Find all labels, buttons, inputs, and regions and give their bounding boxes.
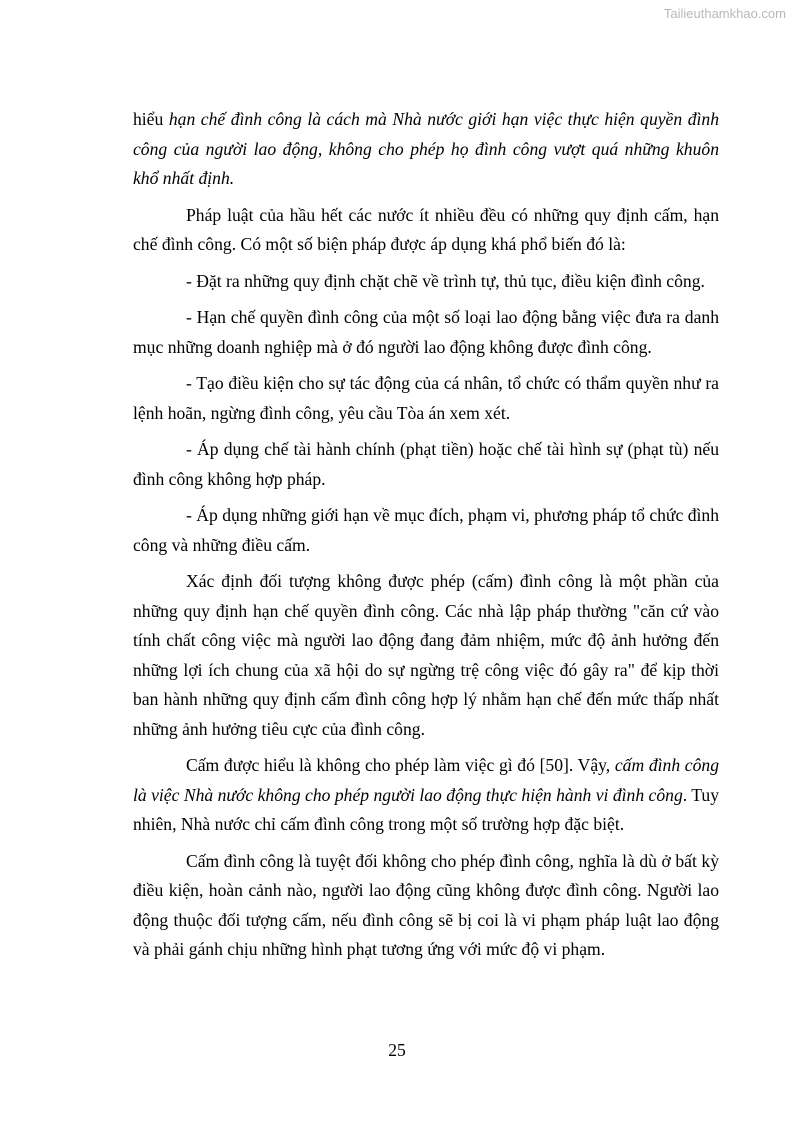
paragraph-prohibited-subjects: Xác định đối tượng không được phép (cấm) đình công là một phần của những quy định hạn chế quyền đình công. Các nhà lập pháp thường "căn cứ vào tính chất công việc mà người lao động đang đảm nhiệm, mức độ ảnh hưởng đến những lợi ích chung của xã hội do sự ngừng trệ công việc đó gây ra" để kịp thời ban hành những quy định cấm đình công hợp lý nhằm hạn chế đến mức thấp nhất những ảnh hưởng tiêu cực của đình công. bbox=[133, 571, 719, 739]
paragraph-text: Cấm được hiểu là không cho phép làm việc gì đó [50]. Vậy, bbox=[186, 755, 615, 775]
watermark-text: Tailieuthamkhao.com bbox=[663, 6, 786, 21]
page-number: 25 bbox=[388, 1040, 406, 1060]
italic-definition: hạn chế đình công là cách mà Nhà nước giới hạn việc thực hiện quyền đình công của người lao động, không cho phép họ đình công vượt quá những khuôn khổ nhất định. bbox=[133, 109, 719, 188]
italic-definition: cấm đình công là việc Nhà nước không cho phép người lao động thực hiện hành vi đình công bbox=[133, 755, 719, 805]
list-item-sanctions: - Áp dụng chế tài hành chính (phạt tiền) hoặc chế tài hình sự (phạt tù) nếu đình công không hợp pháp. bbox=[133, 439, 719, 489]
paragraph-laws-overview: Pháp luật của hầu hết các nước ít nhiều đều có những quy định cấm, hạn chế đình công. Có một số biện pháp được áp dụng khá phổ biến đó là: bbox=[133, 204, 719, 254]
list-item-procedure: - Đặt ra những quy định chặt chẽ về trình tự, thủ tục, điều kiện đình công. bbox=[186, 270, 705, 291]
paragraph-prohibition-definition bbox=[133, 751, 719, 840]
paragraph-definition-continued bbox=[133, 105, 719, 194]
paragraph-text: hiểu bbox=[133, 109, 169, 129]
paragraph-absolute-prohibition: Cấm đình công là tuyệt đối không cho phép đình công, nghĩa là dù ở bất kỳ điều kiện, hoàn cảnh nào, người lao động cũng không được đình công. Người lao động thuộc đối tượng cấm, nếu đình công sẽ bị coi là vi phạm pháp luật lao động và phải gánh chịu những hình phạt tương ứng với mức độ vi phạm. bbox=[133, 850, 719, 959]
paragraph-text: . Tuy nhiên, Nhà nước chỉ cấm đình công trong một số trường hợp đặc biệt. bbox=[133, 784, 719, 834]
list-item-restrict-rights: - Hạn chế quyền đình công của một số loại lao động bằng việc đưa ra danh mục những doanh nghiệp mà ở đó người lao động không được đình công. bbox=[133, 307, 719, 357]
list-item-authority-action: - Tạo điều kiện cho sự tác động của cá nhân, tổ chức có thẩm quyền như ra lệnh hoãn, ngừng đình công, yêu cầu Tòa án xem xét. bbox=[133, 373, 719, 423]
document-body bbox=[133, 105, 719, 972]
list-item-limits: - Áp dụng những giới hạn về mục đích, phạm vi, phương pháp tổ chức đình công và những điều cấm. bbox=[133, 505, 719, 555]
